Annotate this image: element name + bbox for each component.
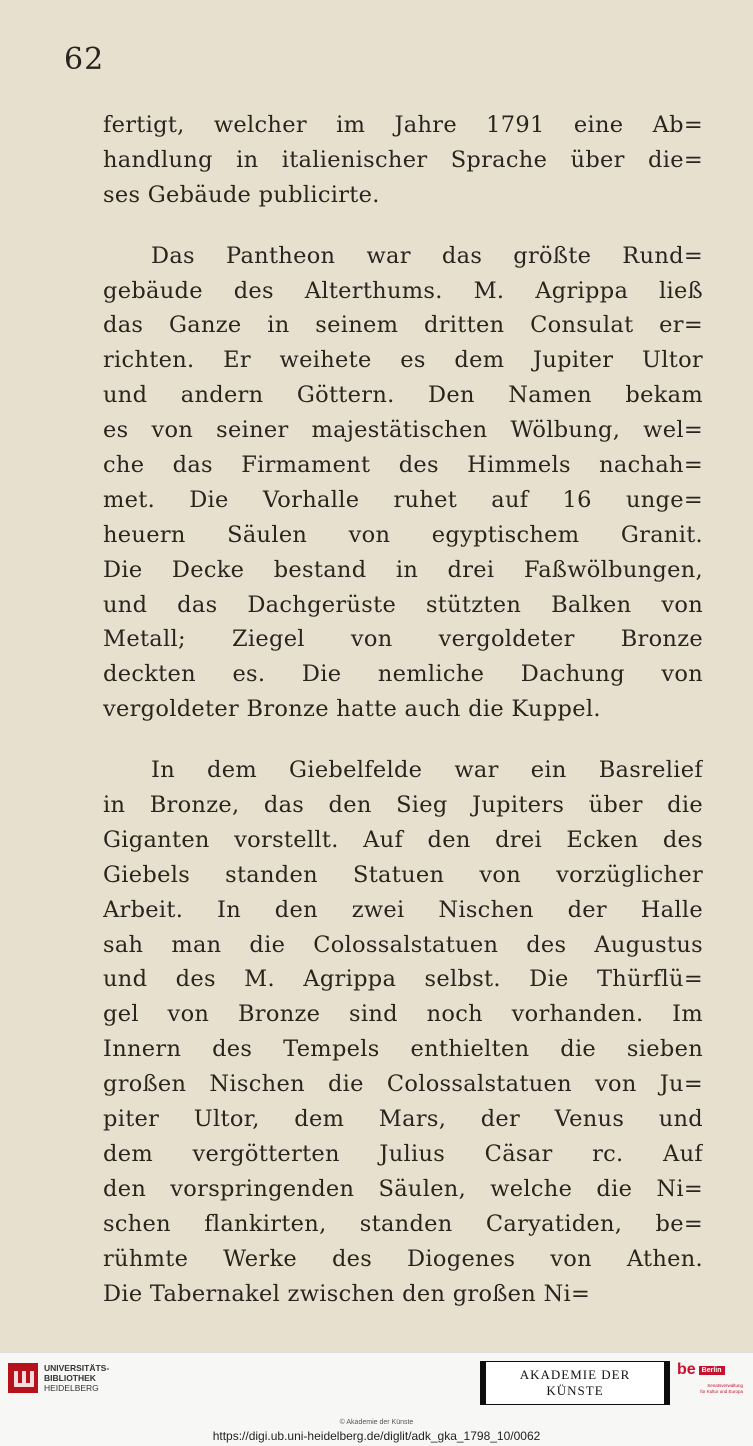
text-line: deckten es. Die nemliche Dachung von	[103, 661, 703, 688]
text-line: Das Pantheon war das größte Rund=	[151, 242, 703, 269]
page-url-link[interactable]: https://digi.ub.uni-heidelberg.de/diglit/adk_gka_1798_10/0062	[212, 1429, 541, 1443]
text-line: rühmte Werke des Diogenes von Athen.	[103, 1245, 703, 1272]
text-line: heuern Säulen von egyptischem Granit.	[103, 521, 703, 548]
text-line: handlung in italienischer Sprache über die=	[103, 146, 703, 173]
text-line: den vorspringenden Säulen, welche die Ni=	[103, 1175, 703, 1202]
text-line: che das Firmament des Himmels nachah=	[103, 452, 703, 479]
text-line: Giganten vorstellt. Auf den drei Ecken des	[103, 826, 703, 853]
text-line: es von seiner majestätischen Wölbung, wel=	[103, 417, 703, 444]
text-line: Innern des Tempels enthielten die sieben	[103, 1036, 703, 1063]
text-line: Metall; Ziegel von vergoldeter Bronze	[103, 626, 703, 653]
copyright-notice: © Akademie der Künste	[339, 1419, 414, 1426]
university-library-name: UNIVERSITÄTS- BIBLIOTHEK HEIDELBERG	[44, 1363, 110, 1393]
text-line: großen Nischen die Colossalstatuen von Ju=	[103, 1071, 703, 1098]
viewer-footer	[0, 1352, 753, 1446]
text-line: ses Gebäude publicirte.	[103, 181, 380, 208]
text-line: gel von Bronze sind noch vorhanden. Im	[103, 1001, 703, 1028]
text-line: Die Tabernakel zwischen den großen Ni=	[103, 1280, 591, 1307]
text-line: in Bronze, das den Sieg Jupiters über die	[103, 792, 703, 819]
university-seal-icon	[8, 1363, 38, 1393]
akademie-der-kuenste-logo[interactable]	[480, 1361, 670, 1405]
text-line: sah man die Colossalstatuen des Augustus	[103, 931, 703, 958]
text-line: piter Ultor, dem Mars, der Venus und	[103, 1106, 703, 1133]
text-line: gebäude des Alterthums. M. Agrippa ließ	[103, 277, 703, 304]
text-line: met. Die Vorhalle ruhet auf 16 unge=	[103, 486, 703, 513]
text-line: vergoldeter Bronze hatte auch die Kuppel.	[103, 696, 601, 723]
text-line: fertigt, welcher im Jahre 1791 eine Ab=	[103, 112, 703, 138]
text-line: schen flankirten, standen Caryatiden, be=	[103, 1210, 703, 1237]
adk-label: AKADEMIE DER KÜNSTE	[486, 1362, 664, 1404]
text-line: In dem Giebelfelde war ein Basrelief	[151, 757, 703, 784]
text-line: das Ganze in seinem dritten Consulat er=	[103, 312, 703, 339]
paragraph-gap	[103, 213, 703, 239]
bemi-berlin-tag: Berlin	[699, 1366, 725, 1375]
text-line: und das Dachgerüste stützten Balken von	[103, 591, 703, 618]
paragraph-gap	[103, 727, 703, 753]
university-library-logo[interactable]	[8, 1363, 109, 1393]
text-line: richten. Er weihete es dem Jupiter Ultor	[103, 347, 703, 374]
text-line: und andern Göttern. Den Namen bekam	[103, 382, 703, 409]
text-line: Die Decke bestand in drei Faßwölbungen,	[103, 556, 703, 583]
text-line: Arbeit. In den zwei Nischen der Halle	[103, 896, 703, 923]
body-text	[103, 108, 703, 1311]
bemi-logo-text: be	[677, 1361, 696, 1378]
berlin-senate-logo[interactable]	[677, 1361, 743, 1407]
text-line: Giebels standen Statuen von vorzüglicher	[103, 861, 703, 888]
bemi-subtitle: Senatsverwaltung für Kultur und Europa	[700, 1383, 743, 1394]
text-line: und des M. Agrippa selbst. Die Thürflü=	[103, 966, 703, 993]
text-line: dem vergötterten Julius Cäsar rc. Auf	[103, 1140, 703, 1167]
page-number: 62	[64, 42, 105, 77]
